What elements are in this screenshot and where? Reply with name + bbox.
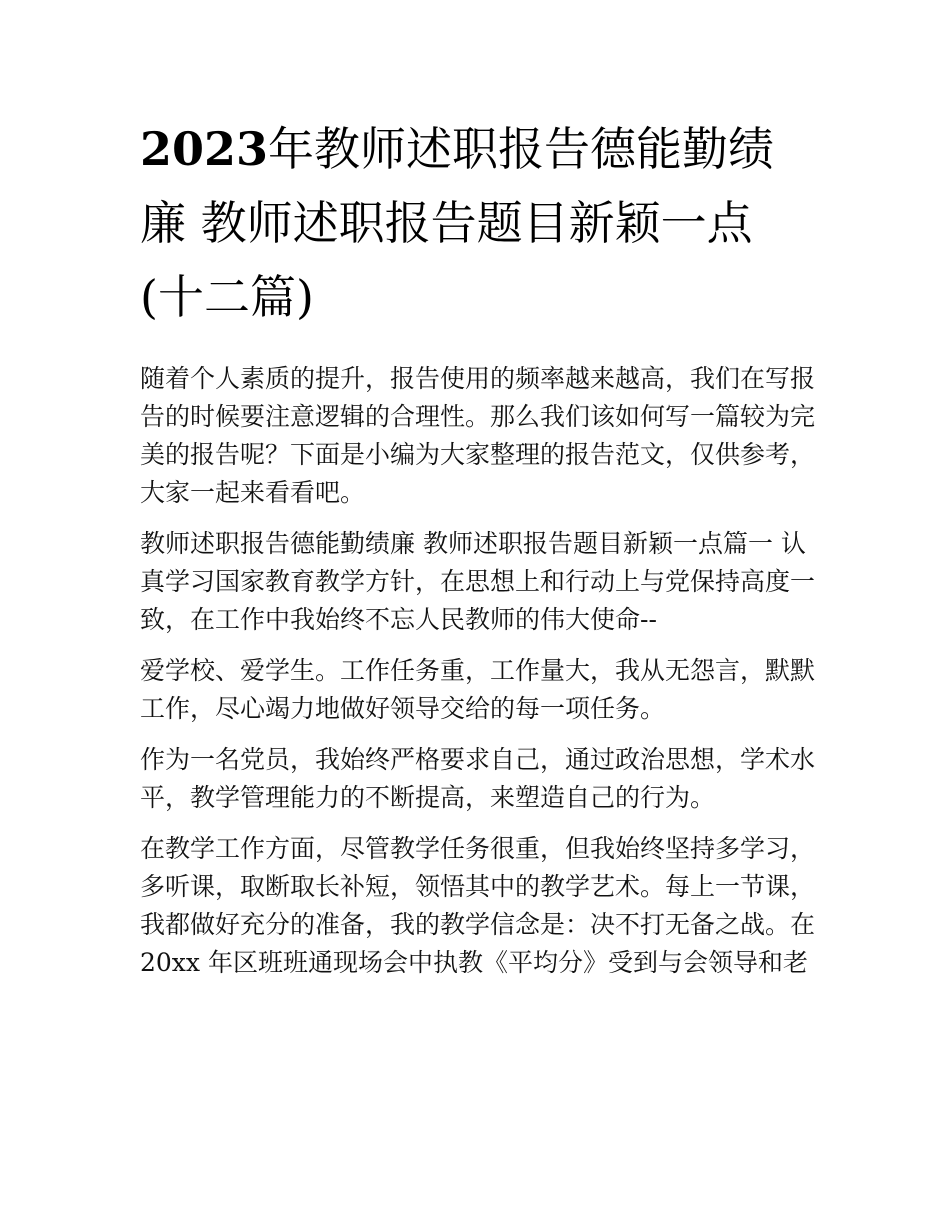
paragraph-intro (140, 360, 820, 512)
title-line-1 (140, 112, 820, 186)
text-line: 真学习国家教育教学方针，在思想上和行动上与党保持高度一 (140, 567, 816, 596)
paragraph-teaching (140, 830, 820, 982)
text-line: 作为一名党员，我始终严格要求自己，通过政治思想，学术水 (140, 745, 816, 774)
document-title (140, 112, 820, 334)
text-line: 多听课，取断取长补短，领悟其中的教学艺术。每上一节课， (140, 872, 816, 901)
text-line: 20xx 年区班班通现场会中执教《平均分》受到与会领导和老 (140, 948, 808, 977)
text-line: 爱学校、爱学生。工作任务重，工作量大，我从无怨言，默默 (140, 656, 816, 685)
text-line: 告的时候要注意逻辑的合理性。那么我们该如何写一篇较为完 (140, 402, 816, 431)
text-line: 随着个人素质的提升，报告使用的频率越来越高，我们在写报 (140, 364, 816, 393)
text-line: 平，教学管理能力的不断提高，来塑造自己的行为。 (140, 783, 716, 812)
text-line: 大家一起来看看吧。 (140, 478, 366, 507)
text-line: 工作，尽心竭力地做好领导交给的每一项任务。 (140, 694, 666, 723)
paragraph-section-one (140, 525, 820, 639)
title-year: 2023 (140, 122, 269, 176)
text-line: 我都做好充分的准备，我的教学信念是：决不打无备之战。在 (140, 910, 816, 939)
paragraph-work (140, 652, 820, 728)
title-line-3: (十二篇) (140, 270, 314, 324)
paragraph-party-member (140, 741, 820, 817)
text-line: 美的报告呢？下面是小编为大家整理的报告范文，仅供参考， (140, 440, 816, 469)
title-line-2: 廉 教师述职报告题目新颖一点 (140, 196, 753, 250)
document-body (140, 360, 820, 995)
text-line: 教师述职报告德能勤绩廉 教师述职报告题目新颖一点篇一 认 (140, 529, 806, 558)
text-line: 在教学工作方面，尽管教学任务很重，但我始终坚持多学习， (140, 834, 816, 863)
title-text-1: 年教师述职报告德能勤绩 (268, 122, 775, 176)
text-line: 致，在工作中我始终不忘人民教师的伟大使命-- (140, 605, 657, 634)
